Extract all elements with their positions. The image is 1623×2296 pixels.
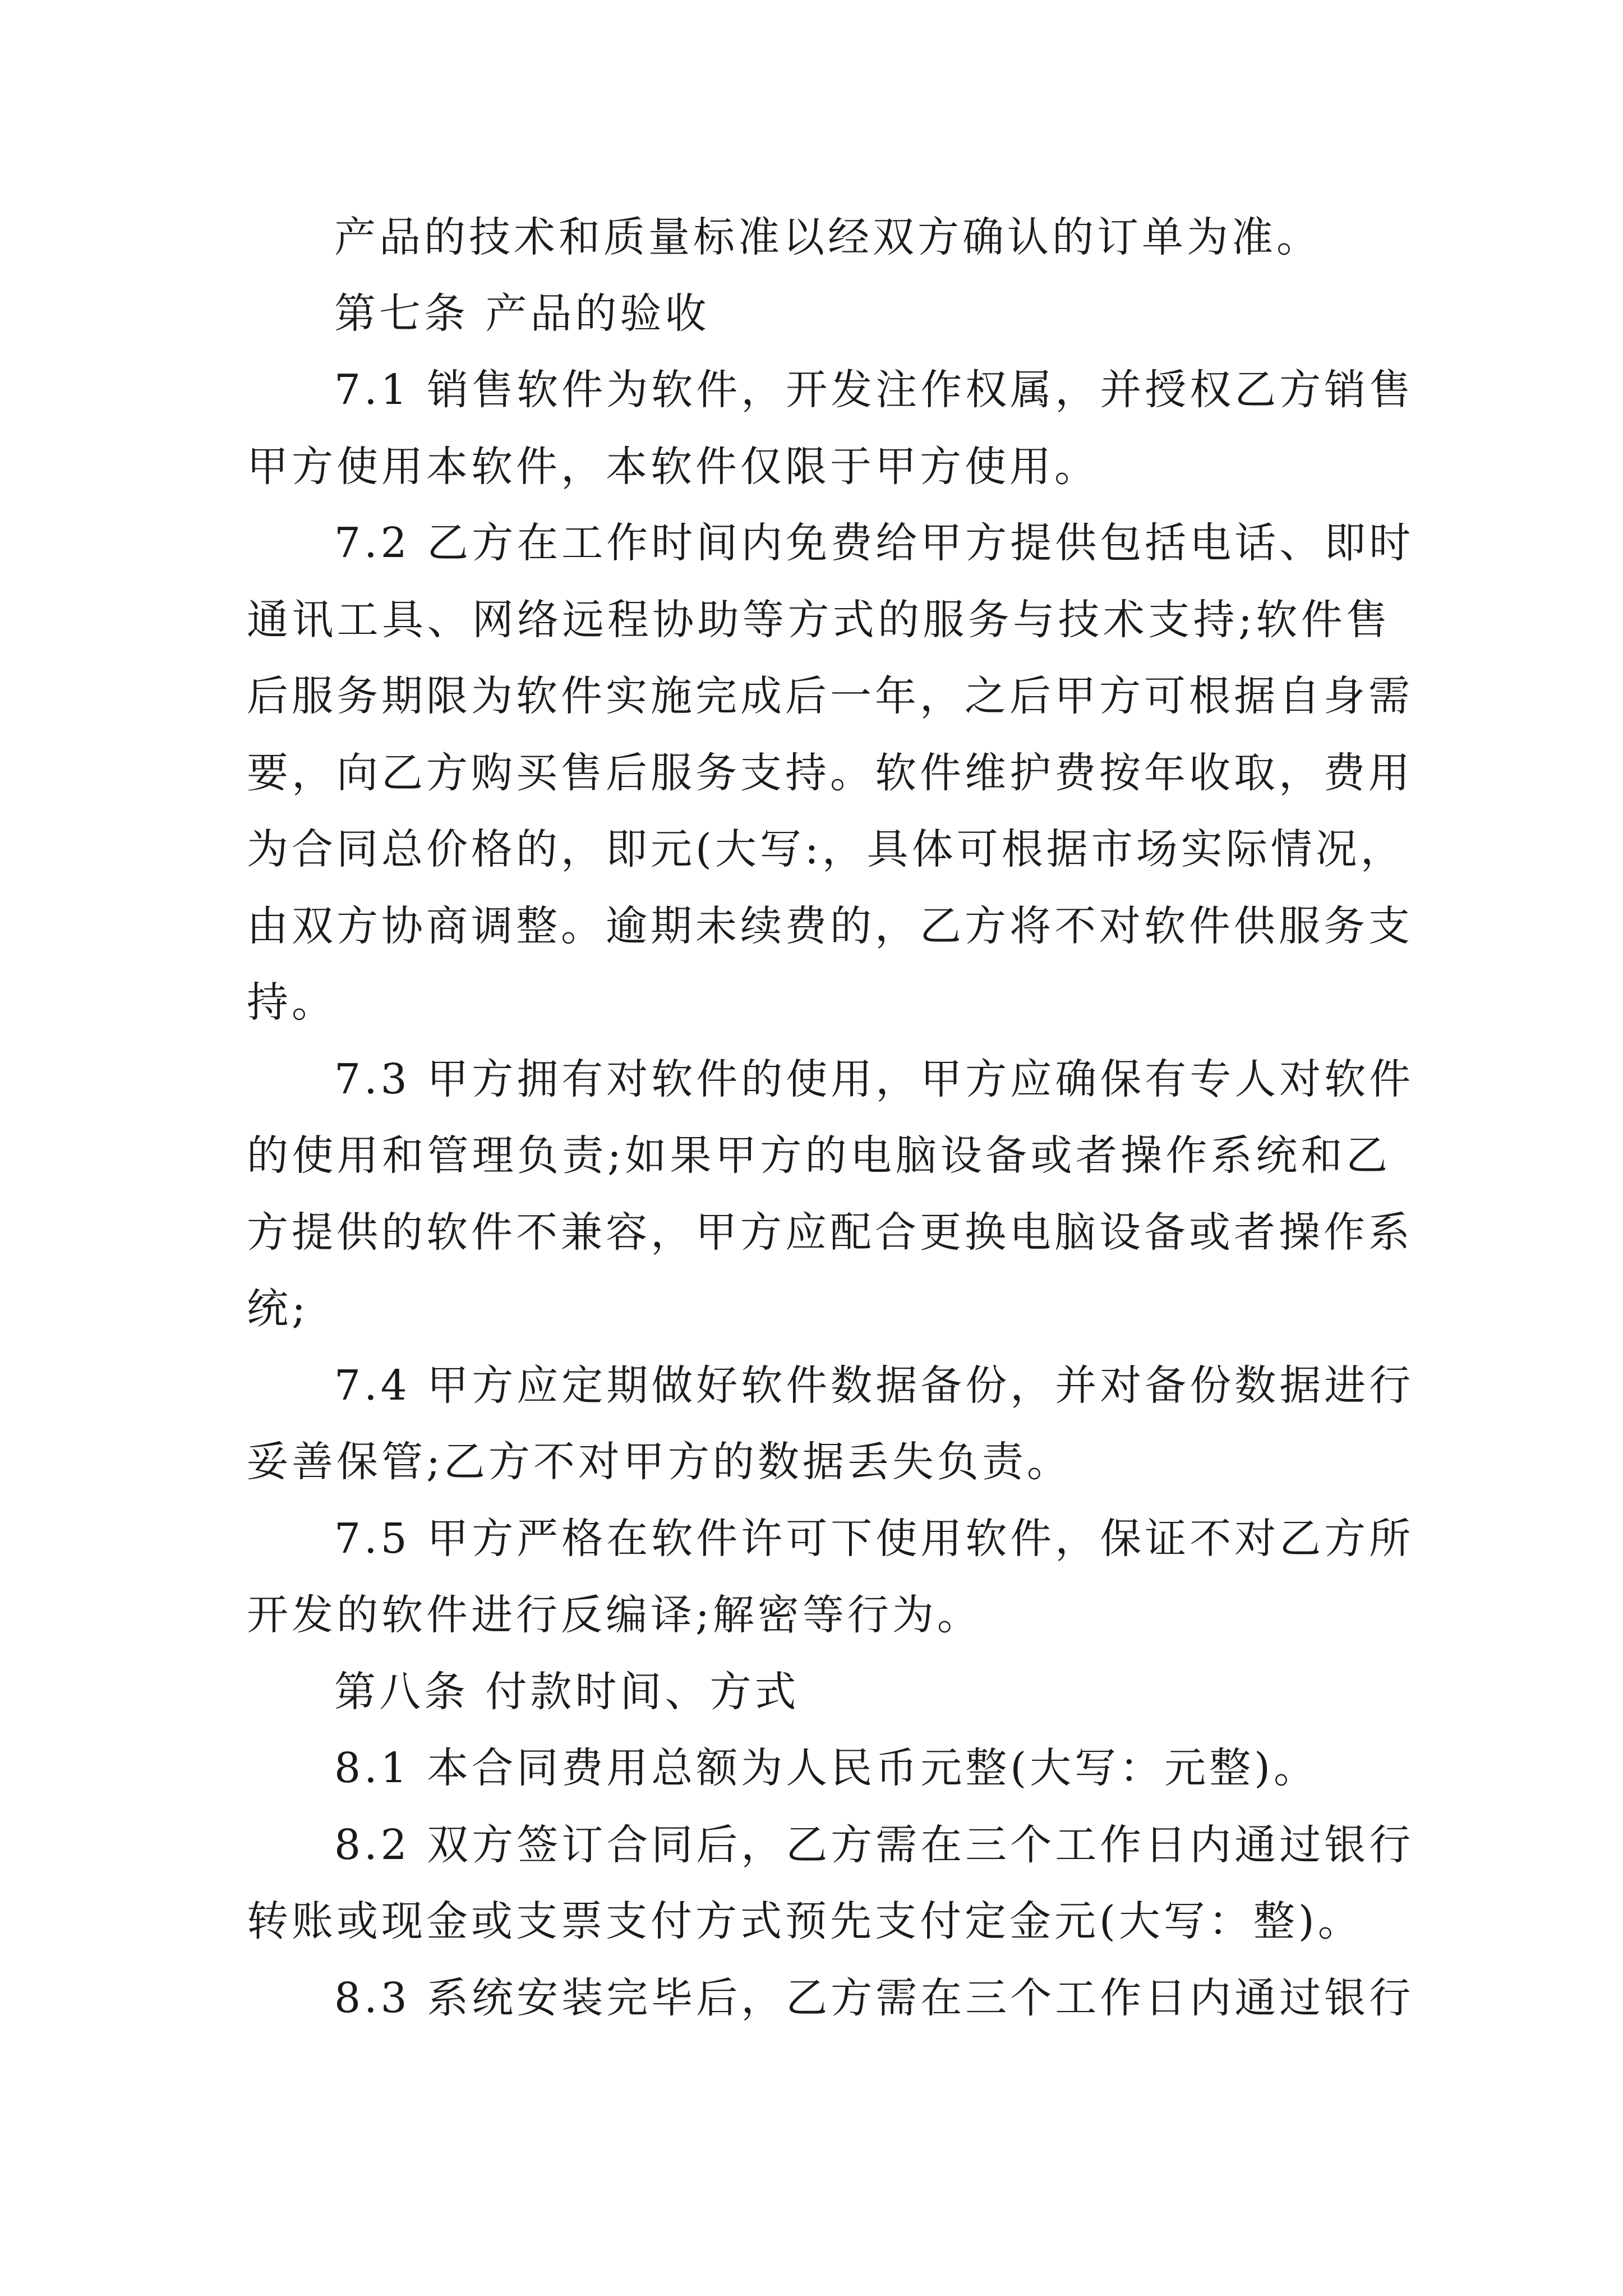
- text-line: 后服务期限为软件实施完成后一年，之后甲方可根据自身需: [247, 672, 1413, 720]
- article-heading: 第八条 付款时间、方式: [334, 1668, 800, 1716]
- text-line: 为合同总价格的，即元(大写:，具体可根据市场实际情况，: [247, 825, 1405, 873]
- text-line: 甲方使用本软件，本软件仅限于甲方使用。: [247, 443, 1099, 491]
- text-line: 7.5 甲方严格在软件许可下使用软件，保证不对乙方所: [334, 1515, 1414, 1563]
- text-line: 7.3 甲方拥有对软件的使用，甲方应确保有专人对软件: [334, 1055, 1414, 1103]
- text-line: 7.4 甲方应定期做好软件数据备份，并对备份数据进行: [334, 1361, 1414, 1410]
- text-line: 通讯工具、网络远程协助等方式的服务与技术支持;软件售: [247, 596, 1391, 644]
- text-line: 统;: [247, 1285, 309, 1333]
- text-line: 方提供的软件不兼容，甲方应配合更换电脑设备或者操作系: [247, 1208, 1413, 1257]
- text-line: 8.2 双方签订合同后，乙方需在三个工作日内通过银行: [334, 1821, 1414, 1869]
- text-line: 8.1 本合同费用总额为人民币元整(大写：元整)。: [334, 1744, 1318, 1792]
- text-line: 转账或现金或支票支付方式预先支付定金元(大写：整)。: [247, 1897, 1363, 1945]
- article-heading: 第七条 产品的验收: [334, 289, 710, 338]
- text-line: 妥善保管;乙方不对甲方的数据丢失负责。: [247, 1438, 1072, 1486]
- text-line: 开发的软件进行反编译;解密等行为。: [247, 1591, 982, 1639]
- text-line: 由双方协商调整。逾期未续费的，乙方将不对软件供服务支: [247, 902, 1413, 950]
- text-line: 持。: [247, 978, 336, 1027]
- text-line: 8.3 系统安装完毕后，乙方需在三个工作日内通过银行: [334, 1974, 1414, 2022]
- text-line: 7.1 销售软件为软件，开发注作权属，并授权乙方销售: [334, 366, 1414, 414]
- text-line: 7.2 乙方在工作时间内免费给甲方提供包括电话、即时: [334, 519, 1414, 567]
- text-line: 要，向乙方购买售后服务支持。软件维护费按年收取，费用: [247, 749, 1413, 797]
- text-line: 产品的技术和质量标准以经双方确认的订单为准。: [334, 213, 1321, 261]
- text-line: 的使用和管理负责;如果甲方的电脑设备或者操作系统和乙: [247, 1131, 1391, 1180]
